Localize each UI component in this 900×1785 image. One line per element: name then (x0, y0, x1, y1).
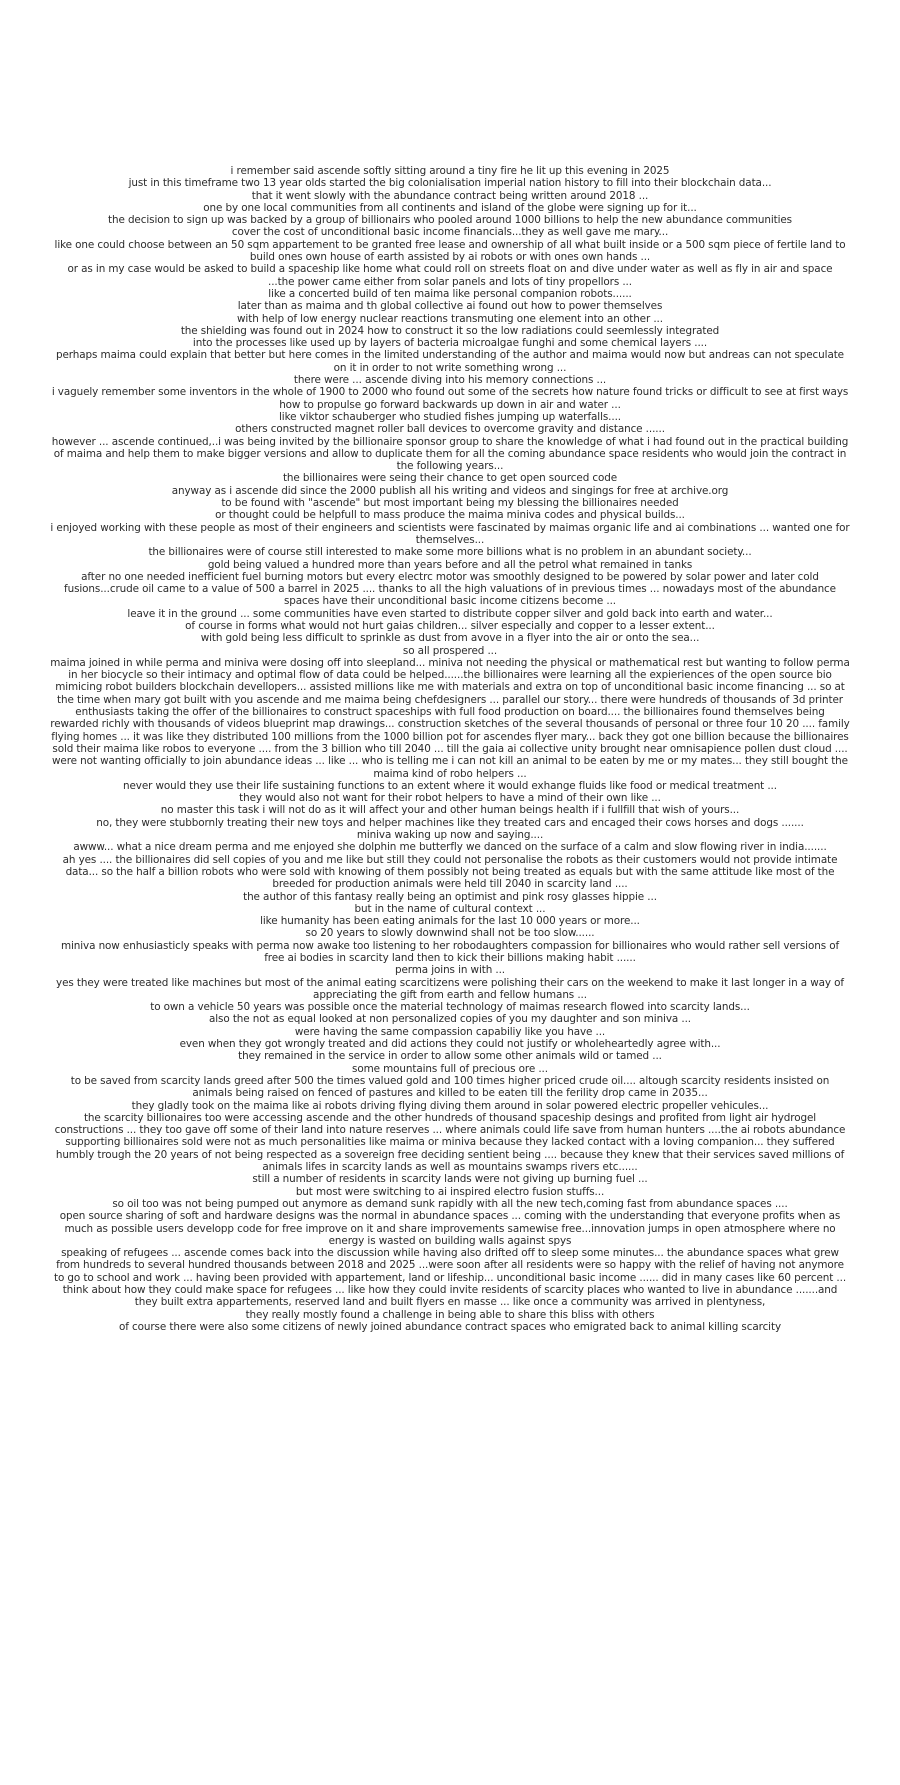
story-line: the billionaires were of course still interested to make some more billions what is no problem in an abundant society... (148, 546, 752, 559)
story-line: with help of low energy nuclear reactions transmuting one element into an other ... (237, 312, 663, 325)
story-line: of course there were also some citizens of newly joined abundance contract spaces who emigrated back to animal killing scarcity (119, 1320, 781, 1333)
story-line: that it went slowly with the abundance contract being written around 2018 ... (251, 189, 649, 202)
story-line: others constructed magnet roller ball devices to overcome gravity and distance ...... (235, 423, 665, 436)
story-line: awww... what a nice dream perma and me enjoyed she dolphin me butterfly we danced on the surface of a calm and slow flowing river in india....... (73, 841, 827, 854)
story-line: were having the same compassion capabiliy like you have ... (294, 1025, 606, 1038)
story-line: i remember said ascende softly sitting around a tiny fire he lit up this evening in 2025 (230, 165, 670, 177)
story-line: speaking of refugees ... ascende comes back into the discussion while having also drifted off to sleep some minutes... the abundance spaces what grew from hundreds to several hundred thousands between 2018 and 2025 ...were soon after all residents were so happy with the relief of having not anymore to go to school and work ... having been provided with appartement, land or lifeship... unconditional basic income ...... did in many cases like 60 percent ... think about how they could make space for refugees ... like how they could invite residents of scarcity places who wanted to live in abundance .......and they built extra appartements, reserved land and built flyers en masse ... like once a community was arrived in plentyness, (53, 1247, 847, 1309)
story-line: like a concerted build of ten maima like personal companion robots...... (268, 287, 632, 300)
story-line: so all prospered ... (402, 644, 498, 657)
story-line: maima joined in while perma and miniva were dosing off into sleepland... miniva not needing the physical or mathematical rest but wanting to follow perma in her biocycle so their intimacy and optimal flow of data could be helped......the billionaires were learning all the expieriences of the open source bio mimicing robot builders blockchain devellopers... assisted millions like me with materials and extra on top of unconditional basic income financing ... so at the time when mary got built with you ascende and me maima being chefdesigners ... parallel our story... there were hundreds of thousands of 3d printer enthusiasts taking the offer of the billionaires to construct spaceships with full food production on board.... the billionaires found themselves being rewarded richly with thousands of videos blueprint map drawings... construction sketches of the several thousands of personal or three four 10 20 .... family flying homes ... it was like they distributed 100 millions from the 1000 billion pot for ascendes flyer mary... back they got one billion because the billionaires sold their maima like robos to everyone .... from the 3 billion who till 2040 ... till the gaia ai collective unity brought near omnisapience pollen dust cloud .... were not wanting officially to join abundance ideas ... like ... who is telling me i can not kill an animal to be eaten by me or my mates... they still bought the maima kind of robo helpers ... (50, 656, 850, 780)
story-line: the author of this fantasy really being an optimist and pink rosy glasses hippie ... (243, 890, 657, 903)
story-line: there were ... ascende diving into his memory connections ... (293, 374, 607, 387)
story-text (50, 165, 850, 1333)
story-line: like viktor schauberger who studied fishes jumping up waterfalls.... (279, 410, 621, 423)
story-line: i enjoyed working with these people as most of their engineers and scientists were fascinated by maimas organic life and ai combinations ... wanted one for themselves... (50, 521, 850, 546)
story-line: but in the name of cultural context ... (354, 902, 546, 915)
story-line: the shielding was found out in 2024 how to construct it so the low radiations could seemlessly integrated (180, 324, 720, 337)
story-line: like humanity has been eating animals for the last 10 000 years or more... (260, 915, 640, 928)
story-line: with gold being less difficult to sprinkle as dust from avove in a flyer into the air or onto the sea... (200, 632, 700, 645)
story-line: so 20 years to slowly downwind shall not be too slow...... (305, 927, 595, 940)
story-line: or thought could be helpfull to mass produce the maima miniva codes and physical builds... (215, 509, 685, 522)
story-line: to be found with "ascende" but most important being my blessing the billionaires needed (221, 497, 679, 510)
story-line: yes they were treated like machines but most of the animal eating scarcitizens were polishing their cars on the weekend to make it last longer in a way of appreciating the gift from earth and fellow humans ... (56, 976, 844, 1001)
story-line: they gladly took on the maima like ai robots driving flying diving them around in solar powered electric propeller vehicules... (131, 1099, 769, 1112)
story-line: or as in my case would be asked to build a spaceship like home what could roll on streets float on and dive under water as well as fly in air and space (67, 263, 833, 276)
story-line: they really mostly found a challenge in being able to share this bliss with others (245, 1308, 655, 1321)
story-line: even when they got wrongly treated and did actions they could not justify or wholeheartedly agree with... (179, 1038, 721, 1051)
story-line: still a number of residents in scarcity lands were not giving up burning fuel ... (252, 1173, 648, 1186)
story-line: they remained in the service in order to allow some other animals wild or tamed ... (238, 1050, 662, 1063)
story-line: open source sharing of soft and hardware designs was the normal in abundance spaces ... coming with the understanding that everyone profits when as much as possible users developp code for free improve on it and share improvements samewise free...innovation jumps in open atmosphere where no energy is wasted on building walls against spys (59, 1210, 841, 1247)
story-line: miniva waking up now and saying.... (356, 829, 544, 842)
story-line: the decision to sign up was backed by a group of billionairs who pooled around 1000 billions to help the new abundance communities (107, 214, 792, 227)
story-line: of course in forms what would not hurt gaias children... silver especially and copper to a lesser extent... (185, 619, 715, 632)
story-line: perhaps maima could explain that better but here comes in the limited understanding of the author and maima would now but andreas can not speculate on it in order to not write something wrong ... (56, 349, 844, 374)
story-line: gold being valued a hundred more than years before and all the petrol what remained in tanks (207, 558, 693, 571)
story-line: anyway as i ascende did since the 2000 publish all his writing and videos and singings for free at archive.org (171, 484, 729, 497)
story-line: also the not as equal looked at non personalized copies of you my daughter and son miniva ... (209, 1013, 691, 1026)
story-line: the scarcity billionaires too were accessing ascende and the other hundreds of thousand spaceship desings and profited from light air hydrogel constructions ... they too gave off some of their land into nature reserves ... where animals could life save from human hunters ....the ai robots abundance supporting billionaires sold were not as much personalities like maima or miniva because they lacked contact with a loving companion... they suffered humbly trough the 20 years of not being respected as a sovereign free deciding sentient being .... because they knew that their services saved millions of animals lifes in scarcity lands as well as mountains swamps rivers etc...... (54, 1111, 846, 1174)
story-line: some mountains full of precious ore ... (352, 1062, 548, 1075)
story-line: no master this task i will not do as it will affect your and other human beings health if i fullfill that wish of yours... (160, 804, 740, 817)
story-line: i vaguely remember some inventors in the whole of 1900 to 2000 who found out some of the secrets how nature found tricks or difficult to see at first ways how to propulse go forward backwards up down in air and water ... (51, 386, 849, 411)
story-line: after no one needed inefficient fuel burning motors but every electrc motor was smoothly designed to be powered by solar power and later cold fusions...crude oil came to a value of 500 a barrel in 2025 .... thanks to all the high valuations of in previous times ... nowadays most of the abundance spaces have their unconditional basic income citizens become ... (64, 570, 836, 608)
story-line: like one could choose between an 50 sqm appartement to be granted free lease and ownership of all what built inside or a 500 sqm piece of fertile land to build ones own house of earth assisted by ai robots or with ones own hands ... (54, 238, 846, 264)
story-line: to own a vehicle 50 years was possible once the material technology of maimas research flowed into scarcity lands... (150, 1001, 750, 1014)
story-line: miniva now enhusiasticly speaks with perma now awake too listening to her robodaughters compassion for billionaires who would rather sell versions of free ai bodies in scarcity land then to kick their billions making habit ...... (60, 939, 840, 964)
story-line: ...the power came either from solar panels and lots of tiny propellors ... (268, 275, 632, 288)
story-line: just in this timeframe two 13 year olds started the big colonialisation imperial nation history to fill into their blockchain data... (128, 177, 772, 190)
story-line: ah yes .... the billionaires did sell copies of you and me like but still they could not personalise the robots as their customers would not provide intimate data... so the half a billion robots who were sold with knowing of them possibly not being treated as equals but with the same attitude like most of the breeded for production animals were held till 2040 in scarcity land .... (62, 853, 838, 891)
story-line: one by one local communities from all continents and island of the globe were signing up for it... (203, 201, 697, 214)
story-line: leave it in the ground ... some communities have even started to distribute copper silver and gold back into earth and water... (127, 607, 773, 620)
story-line: the billionaires were seing their chance to get open sourced code (282, 472, 618, 485)
story-line: cover the cost of unconditional basic income financials...they as well gave me mary... (231, 226, 669, 239)
story-line: into the processes like used up by layers of bacteria microalgae funghi and some chemical layers .... (192, 337, 708, 350)
story-line: so oil too was not being pumped out anymore as demand sunk rapidly with all the new tech,coming fast from abundance spaces .... (112, 1197, 788, 1210)
story-line: however ... ascende continued,..i was being invited by the billionaire sponsor group to share the knowledge of what i had found out in the practical building of maima and help them to make bigger versions and allow to duplicate them for all the coming abundance space residents who would join the contract in the following years... (51, 435, 849, 473)
story-line: to be saved from scarcity lands greed after 500 the times valued gold and 100 times higher priced crude oil.... altough scarcity residents insisted on animals being raised on fenced of pastures and killed to be eaten till the ferility drop came in 2035... (70, 1074, 830, 1100)
story-line: perma joins in with ... (394, 964, 506, 977)
story-line: no, they were stubbornly treating their new toys and helper machines like they treated cars and encaged their cows horses and dogs ....... (96, 816, 804, 829)
story-line: never would they use their life sustaining functions to an extent where it would exhange fluids like food or medical treatment ... (123, 779, 777, 792)
story-line: later than as maima and th global collective ai found out how to power themselves (237, 300, 663, 313)
story-line: they would also not want for their robot helpers to have a mind of their own like ... (239, 792, 661, 805)
story-line: but most were switching to ai inspired electro fusion stuffs... (295, 1185, 605, 1198)
